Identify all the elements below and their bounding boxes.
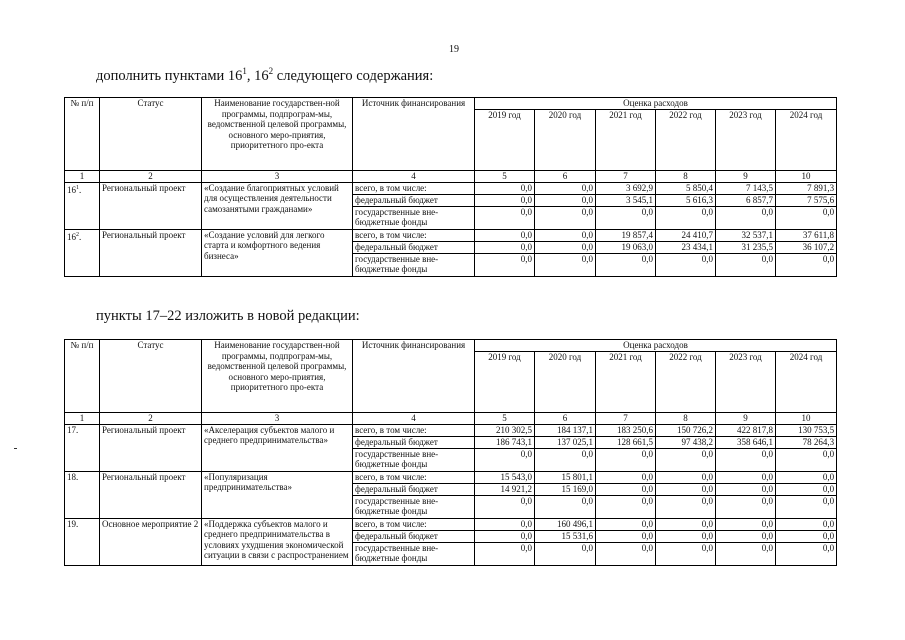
item-number: 19. [67,518,79,529]
item-number-cell [65,229,100,276]
heading-tail: следующего содержания: [273,67,434,84]
item-number-sup: 1 [76,184,79,191]
column-number: 1 [65,171,100,183]
page-number: 19 [449,44,459,55]
cost-value: 210 302,5 [475,424,535,436]
item-number-tail: . [79,231,82,242]
cost-value: 0,0 [776,542,837,565]
column-number: 4 [353,171,475,183]
cost-value: 0,0 [475,182,535,194]
funding-source: федеральный бюджет [353,436,475,448]
column-number: 6 [535,413,596,425]
table-row [65,182,837,194]
cost-value: 184 137,1 [535,424,596,436]
funding-source: всего, в том числе: [353,518,475,530]
cost-value: 0,0 [535,495,596,518]
cost-value: 14 921,2 [475,483,535,495]
cost-value: 0,0 [596,206,656,229]
year-header: 2022 год [656,110,716,171]
item-number: 16 [67,184,76,195]
header-cost-estimate: Оценка расходов [475,340,837,352]
year-header: 2024 год [776,110,837,171]
funding-source: всего, в том числе: [353,471,475,483]
cost-value: 3 545,1 [596,194,656,206]
cost-value: 0,0 [475,194,535,206]
column-number: 1 [65,413,100,425]
column-number: 10 [776,171,837,183]
column-number: 8 [656,413,716,425]
cost-value: 7 143,5 [716,182,776,194]
item-name: «Акселерация субъектов малого и среднего предпринимательства» [202,424,353,471]
item-name: «Популяризация предпринимательства» [202,471,353,518]
cost-value: 0,0 [776,518,837,530]
cost-value: 0,0 [776,495,837,518]
cost-value: 130 753,5 [776,424,837,436]
header-no: № п/п [65,98,100,171]
item-number-tail: . [79,184,82,195]
cost-value: 0,0 [535,182,596,194]
cost-value: 160 496,1 [535,518,596,530]
cost-value: 0,0 [656,206,716,229]
cost-value: 0,0 [475,530,535,542]
item-name: «Поддержка субъектов малого и среднего предпринимательства в условиях ухудшения экономической ситуации в связи с распространением [202,518,353,565]
cost-value: 15 801,1 [535,471,596,483]
cost-value: 0,0 [716,253,776,276]
cost-value: 7 575,6 [776,194,837,206]
item-number-cell [65,518,100,565]
cost-value: 0,0 [656,542,716,565]
heading-add-items [96,66,433,85]
cost-value: 23 434,1 [656,241,716,253]
cost-value: 150 726,2 [656,424,716,436]
cost-value: 0,0 [596,518,656,530]
year-header: 2021 год [596,352,656,413]
cost-value: 3 692,9 [596,182,656,194]
cost-value: 0,0 [656,530,716,542]
cost-value: 37 611,8 [776,229,837,241]
cost-value: 128 661,5 [596,436,656,448]
cost-value: 0,0 [596,471,656,483]
cost-value: 0,0 [535,241,596,253]
cost-value: 137 025,1 [535,436,596,448]
cost-value: 0,0 [716,495,776,518]
funding-source: федеральный бюджет [353,483,475,495]
item-number: 17. [67,424,79,435]
cost-value: 0,0 [656,253,716,276]
cost-value: 19 063,0 [596,241,656,253]
item-name: «Создание условий для легкого старта и комфортного ведения бизнеса» [202,229,353,276]
header-program-name: Наименование государствен-ной программы, подпрограм-мы, ведомственной целевой программы, основного меро-приятия, приоритетного про-екта [202,98,353,171]
cost-value: 0,0 [776,206,837,229]
cost-value: 0,0 [535,229,596,241]
cost-value: 0,0 [656,448,716,471]
cost-value: 24 410,7 [656,229,716,241]
cost-value: 0,0 [475,542,535,565]
cost-value: 0,0 [535,542,596,565]
funding-source: федеральный бюджет [353,530,475,542]
item-number-cell [65,182,100,229]
header-program-name: Наименование государствен-ной программы, подпрограм-мы, ведомственной целевой программы, основного меро-приятия, приоритетного про-екта [202,340,353,413]
cost-value: 0,0 [776,483,837,495]
cost-value: 358 646,1 [716,436,776,448]
cost-value: 7 891,3 [776,182,837,194]
item-status: Региональный проект [100,229,202,276]
cost-value: 0,0 [716,483,776,495]
cost-value: 0,0 [596,448,656,471]
cost-value: 0,0 [656,518,716,530]
cost-value: 0,0 [535,194,596,206]
cost-value: 422 817,8 [716,424,776,436]
cost-value: 0,0 [475,518,535,530]
header-funding-source: Источник финансирования [353,98,475,171]
year-header: 2022 год [656,352,716,413]
column-number: 10 [776,413,837,425]
cost-value: 0,0 [776,530,837,542]
cost-value: 6 857,7 [716,194,776,206]
cost-value: 31 235,5 [716,241,776,253]
funding-source: государственные вне-бюджетные фонды [353,206,475,229]
year-header: 2020 год [535,110,596,171]
cost-value: 0,0 [475,448,535,471]
year-header: 2021 год [596,110,656,171]
column-number: 5 [475,413,535,425]
funding-source: всего, в том числе: [353,424,475,436]
cost-value: 78 264,3 [776,436,837,448]
cost-value: 32 537,1 [716,229,776,241]
expenditure-table-new-edition [64,339,837,566]
scan-mark [14,448,17,449]
column-number: 9 [716,171,776,183]
year-header: 2024 год [776,352,837,413]
funding-source: федеральный бюджет [353,194,475,206]
funding-source: государственные вне-бюджетные фонды [353,542,475,565]
column-number: 8 [656,171,716,183]
column-number: 3 [202,171,353,183]
cost-value: 186 743,1 [475,436,535,448]
column-number: 4 [353,413,475,425]
funding-source: государственные вне-бюджетные фонды [353,448,475,471]
cost-value: 0,0 [656,483,716,495]
table-row [65,424,837,436]
funding-source: государственные вне-бюджетные фонды [353,495,475,518]
heading-sup-2: 2 [268,66,274,76]
funding-source: всего, в том числе: [353,182,475,194]
cost-value: 0,0 [716,206,776,229]
cost-value: 15 531,6 [535,530,596,542]
cost-value: 0,0 [776,448,837,471]
header-status: Статус [100,98,202,171]
cost-value: 36 107,2 [776,241,837,253]
item-number-cell [65,471,100,518]
heading-add-text: дополнить пунктами 16 [96,67,243,84]
header-cost-estimate: Оценка расходов [475,98,837,110]
cost-value: 0,0 [596,530,656,542]
heading-sup-1: 1 [242,66,247,76]
cost-value: 0,0 [596,542,656,565]
item-number-cell [65,424,100,471]
year-header: 2023 год [716,110,776,171]
funding-source: государственные вне-бюджетные фонды [353,253,475,276]
cost-value: 0,0 [656,471,716,483]
cost-value: 0,0 [535,448,596,471]
table-row [65,229,837,241]
cost-value: 0,0 [776,471,837,483]
header-funding-source: Источник финансирования [353,340,475,413]
cost-value: 0,0 [475,206,535,229]
year-header: 2019 год [475,110,535,171]
item-number-sup: 2 [76,231,79,238]
column-number: 3 [202,413,353,425]
cost-value: 0,0 [716,542,776,565]
table-row [65,518,837,530]
cost-value: 0,0 [656,495,716,518]
expenditure-table-additions [64,97,837,277]
cost-value: 15 543,0 [475,471,535,483]
column-number: 9 [716,413,776,425]
funding-source: федеральный бюджет [353,241,475,253]
cost-value: 0,0 [475,495,535,518]
funding-source: всего, в том числе: [353,229,475,241]
item-number: 16 [67,231,76,242]
header-status: Статус [100,340,202,413]
cost-value: 0,0 [716,518,776,530]
cost-value: 0,0 [475,241,535,253]
item-name: «Создание благоприятных условий для осуществления деятельности самозанятыми гражданами» [202,182,353,229]
cost-value: 183 250,6 [596,424,656,436]
column-number: 2 [100,171,202,183]
item-status: Региональный проект [100,471,202,518]
column-number: 7 [596,171,656,183]
cost-value: 0,0 [535,206,596,229]
cost-value: 0,0 [596,495,656,518]
column-number: 6 [535,171,596,183]
cost-value: 0,0 [776,253,837,276]
year-header: 2019 год [475,352,535,413]
cost-value: 0,0 [475,229,535,241]
heading-mid: , 16 [246,67,269,84]
column-number: 5 [475,171,535,183]
year-header: 2020 год [535,352,596,413]
cost-value: 0,0 [475,253,535,276]
cost-value: 0,0 [716,530,776,542]
item-number: 18. [67,471,79,482]
cost-value: 0,0 [716,448,776,471]
column-number: 7 [596,413,656,425]
header-no: № п/п [65,340,100,413]
cost-value: 0,0 [596,483,656,495]
cost-value: 5 616,3 [656,194,716,206]
item-status: Региональный проект [100,424,202,471]
cost-value: 15 169,0 [535,483,596,495]
cost-value: 0,0 [716,471,776,483]
year-header: 2023 год [716,352,776,413]
item-status: Основное мероприятие 2 [100,518,202,565]
cost-value: 0,0 [535,253,596,276]
table-row [65,471,837,483]
cost-value: 97 438,2 [656,436,716,448]
cost-value: 0,0 [596,253,656,276]
cost-value: 19 857,4 [596,229,656,241]
cost-value: 5 850,4 [656,182,716,194]
column-number: 2 [100,413,202,425]
heading-new-edition: пункты 17–22 изложить в новой редакции: [96,308,360,324]
item-status: Региональный проект [100,182,202,229]
